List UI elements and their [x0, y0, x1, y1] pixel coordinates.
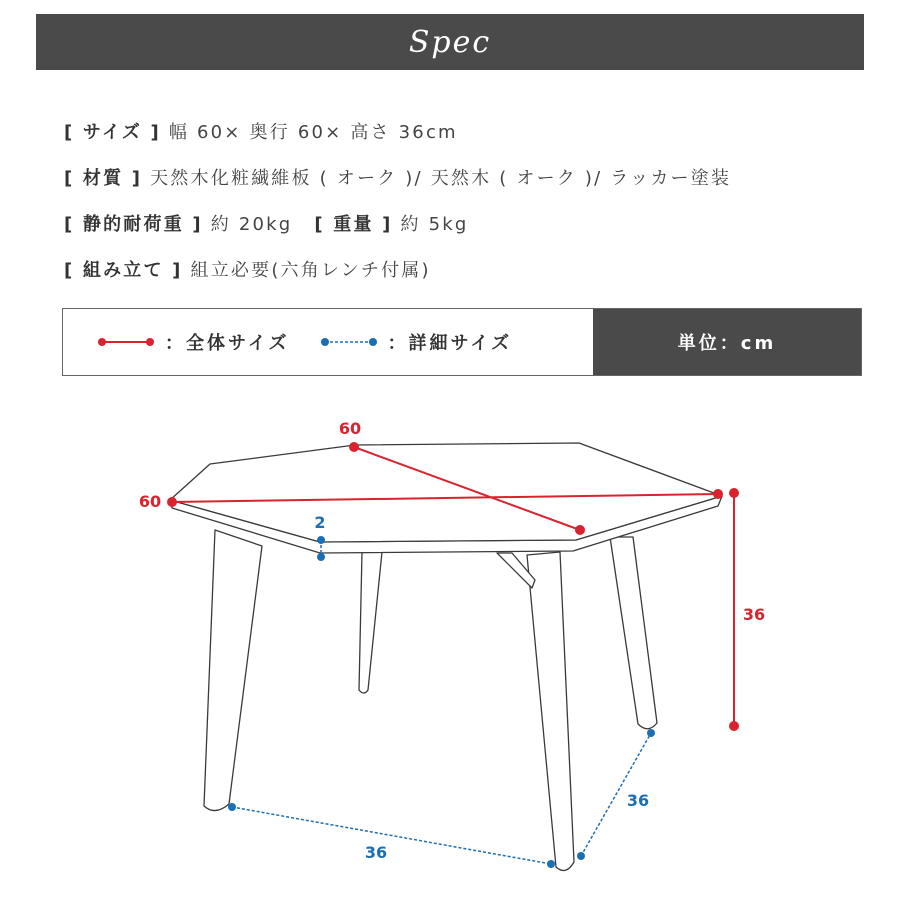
thickness-point-bottom: [317, 553, 325, 561]
top-width-label: 60: [138, 492, 162, 511]
legend-overall: [97, 329, 290, 355]
thickness-label: 2: [314, 513, 326, 532]
front-right-leg: [527, 552, 574, 871]
blue-dotted-line-icon: [320, 335, 378, 349]
top-diagonal-point-start: [350, 443, 358, 451]
load-value: 約 20kg: [210, 214, 293, 235]
spec-list: [64, 108, 864, 292]
height-point-top: [730, 489, 738, 497]
leg-depth-point-start: [577, 852, 585, 860]
size-value: 幅 60× 奥行 60× 高さ 36cm: [168, 122, 458, 143]
back-left-leg: [359, 552, 382, 693]
unit-label: 単位：cm: [677, 333, 777, 354]
top-diagonal-label: 60: [338, 419, 362, 438]
leg-depth-label: 36: [626, 791, 650, 810]
thickness-point-top: [317, 536, 325, 544]
leg-width-line: [232, 807, 551, 864]
leg-width-label: 36: [364, 843, 388, 862]
height-point-bottom: [730, 722, 738, 730]
unit-box: [593, 309, 861, 375]
material-value: 天然木化粧繊維板 ( オーク )/ 天然木 ( オーク )/ ラッカー塗装: [150, 168, 732, 189]
height-label: 36: [742, 605, 766, 624]
top-width-point-start: [168, 498, 176, 506]
assembly-value: 組立必要(六角レンチ付属): [190, 260, 431, 281]
spec-row-size: [64, 108, 864, 154]
dimension-legend: [62, 308, 862, 376]
front-left-leg: [204, 530, 262, 811]
top-width-point-end: [714, 490, 722, 498]
legend-overall-label: ：全体サイズ: [165, 333, 290, 354]
leg-width-point-start: [228, 803, 236, 811]
assembly-label: [ 組み立て ]: [64, 260, 183, 281]
size-label: [ サイズ ]: [64, 122, 161, 143]
weight-value: 約 5kg: [400, 214, 469, 235]
back-right-leg: [610, 537, 657, 729]
material-label: [ 材質 ]: [64, 168, 143, 189]
legend-detail: [320, 329, 513, 355]
weight-label: [ 重量 ]: [314, 214, 393, 235]
table-diagram: [0, 390, 900, 890]
spec-row-load-weight: [64, 200, 864, 246]
load-label: [ 静的耐荷重 ]: [64, 214, 203, 235]
legend-detail-label: ：詳細サイズ: [387, 333, 513, 354]
red-line-icon: [97, 335, 155, 349]
legend-keys: [63, 309, 593, 375]
header-title: Spec: [408, 24, 492, 60]
spec-header: [36, 14, 864, 70]
top-diagonal-point-end: [576, 526, 584, 534]
leg-width-point-end: [547, 860, 555, 868]
leg-depth-point-end: [647, 729, 655, 737]
spec-row-assembly: [64, 246, 864, 292]
spec-row-material: [64, 154, 864, 200]
